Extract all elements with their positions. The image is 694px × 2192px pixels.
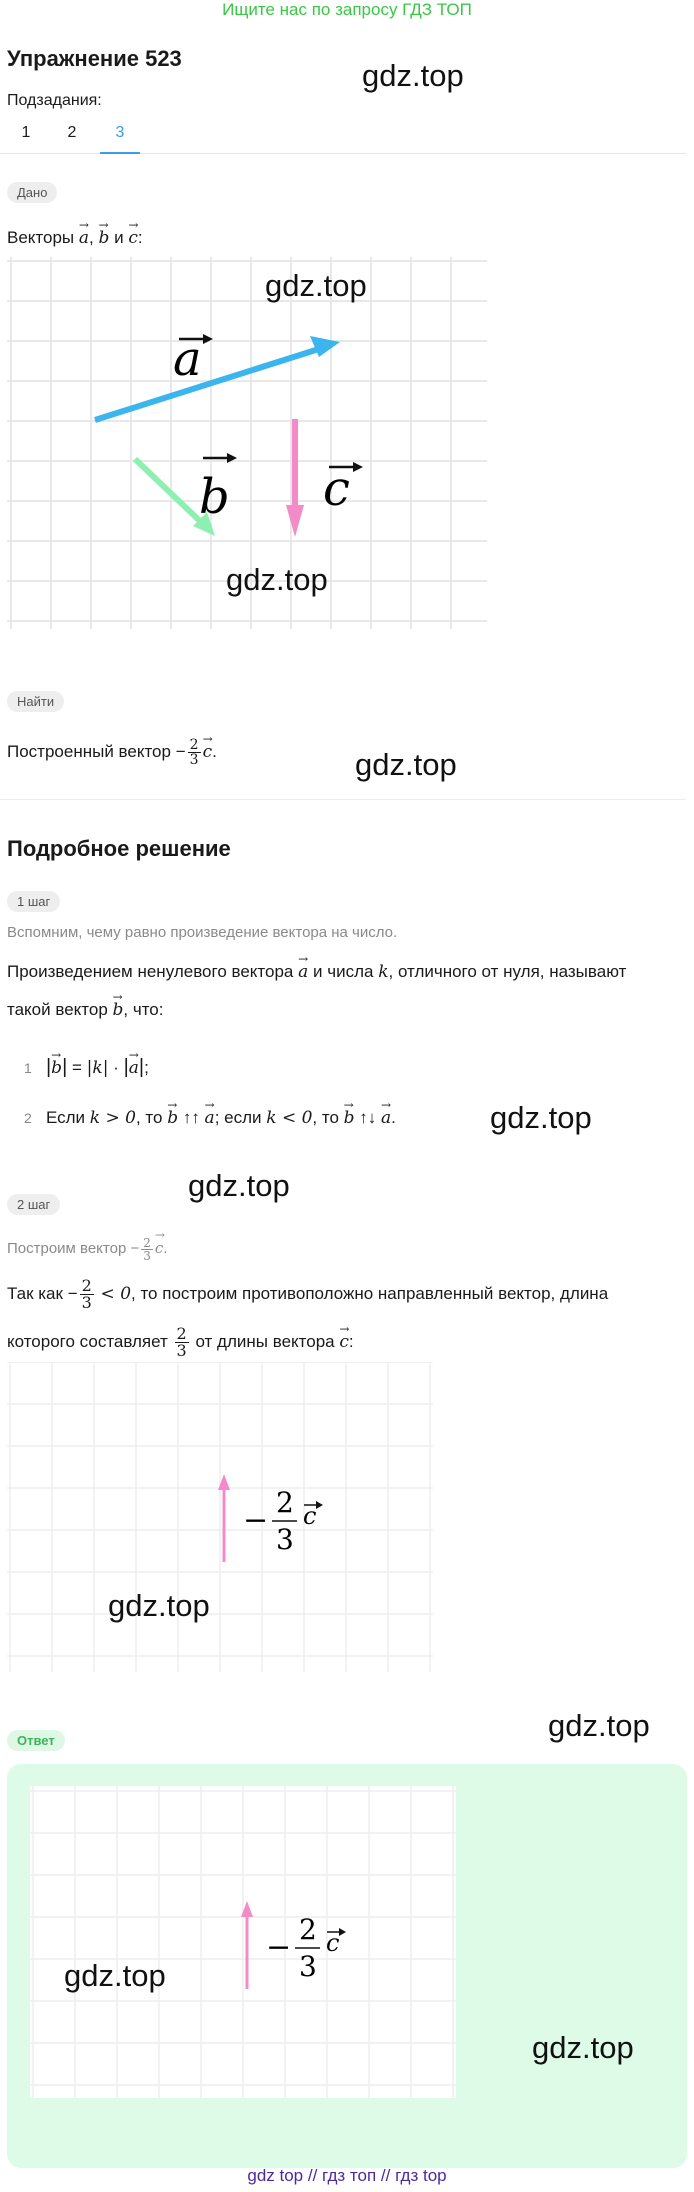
list-item-number: 1 — [24, 1060, 32, 1076]
footer-separator: // — [307, 2166, 318, 2185]
svg-text:−: − — [266, 1930, 292, 1965]
footer-separator: // — [380, 2166, 391, 2185]
given-prefix: Векторы — [7, 228, 75, 247]
colon: : — [137, 228, 143, 247]
svg-text:c: c — [326, 1929, 340, 1957]
watermark: gdz.top — [532, 2030, 634, 2065]
watermark: gdz.top — [355, 747, 457, 782]
vector-a-caption-text: a — [173, 331, 202, 387]
divider — [0, 799, 686, 800]
vec-a-label: → a — [205, 1102, 215, 1130]
vector-c-arrow — [286, 419, 304, 537]
subtasks-label: Подзадания: — [7, 92, 102, 109]
vector-c-caption — [323, 461, 363, 517]
solution-heading: Подробное решение — [7, 836, 231, 861]
svg-text:−: − — [243, 1503, 269, 1538]
svg-text:2: 2 — [299, 1913, 317, 1946]
svg-text:3: 3 — [299, 1950, 317, 1983]
footer-link[interactable]: гдз top — [395, 2166, 447, 2185]
vec-b-label: → b — [99, 222, 110, 250]
dot: . — [212, 742, 217, 761]
vector-b-caption-text: b — [199, 469, 230, 525]
top-banner[interactable]: Ищите нас по запросу ГДЗ ТОП — [222, 0, 472, 19]
subtask-tab-2[interactable]: 2 — [67, 124, 77, 141]
find-badge: Найти — [7, 691, 64, 712]
given-text — [7, 222, 143, 250]
vec-c-label: → c — [203, 728, 213, 772]
footer-link[interactable]: gdz top — [247, 2166, 304, 2185]
vec-b-label: → b — [344, 1102, 355, 1130]
fraction: $\frac{2}{3}$ — [189, 737, 199, 769]
grid — [7, 1362, 433, 1672]
watermark: gdz.top — [490, 1100, 592, 1135]
vector-a-caption — [173, 331, 213, 387]
find-text — [7, 728, 217, 768]
vec-b-label: → b — [51, 1052, 62, 1080]
subtask-tab-1[interactable]: 1 — [21, 124, 31, 141]
step1-line2: такой вектор → b, что: — [7, 994, 163, 1022]
result-vector-caption — [243, 1486, 323, 1556]
vector-c-caption-text: c — [323, 461, 350, 517]
watermark: gdz.top — [362, 58, 464, 93]
vec-a-label: → a — [129, 1052, 139, 1080]
result-vector-figure — [7, 1362, 433, 1672]
given-badge: Дано — [7, 182, 57, 203]
footer-links — [0, 2166, 694, 2186]
vec-a-label: → a — [381, 1102, 391, 1130]
vec-a-label: → a — [79, 222, 89, 250]
step2-line1: Так как − $\frac{2}{3}$ < 0, то построим противоположно направленный вектор, длина — [7, 1276, 609, 1313]
vector-b-caption — [199, 453, 237, 525]
step2-note: Построим вектор − $\frac{2}{3}$ → c. — [7, 1226, 167, 1262]
watermark: gdz.top — [64, 1958, 166, 1993]
svg-text:c: c — [303, 1502, 317, 1530]
vec-c-label: → c — [155, 1226, 163, 1266]
answer-figure — [30, 1786, 456, 2098]
step2-badge: 2 шаг — [7, 1194, 60, 1215]
vec-b-label: → b — [167, 1102, 178, 1130]
vec-c-label: → c — [339, 1316, 349, 1364]
step1-note: Вспомним, чему равно произведение вектора на число. — [7, 924, 398, 941]
vec-c-label: → c — [128, 222, 138, 250]
svg-text:2: 2 — [276, 1486, 294, 1519]
answer-badge: Ответ — [7, 1730, 65, 1751]
list-item-number: 2 — [24, 1110, 32, 1126]
watermark: gdz.top — [108, 1588, 210, 1623]
subtask-tab-3[interactable]: 3 — [100, 124, 140, 154]
step2-line2: которого составляет $\frac{2}{3}$ от длины вектора → c: — [7, 1316, 354, 1360]
and-word: и — [114, 228, 124, 247]
list-item: 1 |→ b| = |k| · |→ a|; — [24, 1052, 149, 1080]
watermark: gdz.top — [265, 268, 367, 303]
minus-sign: − — [175, 742, 186, 761]
svg-text:3: 3 — [276, 1523, 294, 1556]
footer-link[interactable]: гдз топ — [322, 2166, 377, 2185]
watermark: gdz.top — [188, 1168, 290, 1203]
watermark: gdz.top — [548, 1708, 650, 1743]
watermark: gdz.top — [226, 562, 328, 597]
vec-a-label: → a — [298, 956, 308, 984]
vec-b-label: → b — [113, 994, 124, 1022]
list-item: 2 Если k > 0, то → b ↑↑ → a; если k < 0, то → b ↑↓ → a. — [24, 1102, 396, 1130]
step1-badge: 1 шаг — [7, 891, 60, 912]
subtask-tabs — [0, 124, 686, 154]
step1-line1: Произведением ненулевого вектора → a и числа k, отличного от нуля, называют — [7, 956, 626, 984]
find-label: Построенный вектор — [7, 742, 171, 761]
k-var: k — [378, 962, 389, 982]
page-title: Упражнение 523 — [7, 46, 182, 71]
comma: , — [89, 228, 94, 247]
